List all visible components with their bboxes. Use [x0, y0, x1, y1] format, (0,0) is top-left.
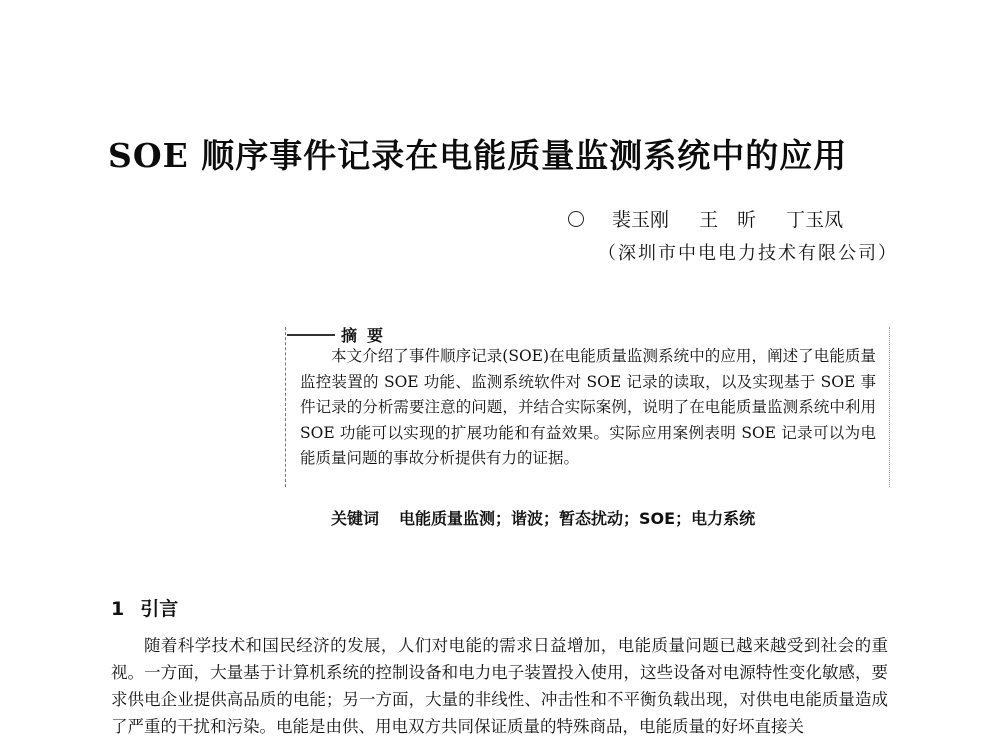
section-heading	[111, 594, 178, 621]
abstract-text: 本文介绍了事件顺序记录(SOE)在电能质量监测系统中的应用，阐述了电能质量监控装置的 SOE 功能、监测系统软件对 SOE 记录的读取，以及实现基于 SOE 事件记录的分析需要注意的问题，并结合实际案例，说明了在电能质量监测系统中利用 SOE 功能可以实现的扩展功能和有益效果。实际应用案例表明 SOE 记录可以为电能质量问题的事故分析提供有力的证据。	[300, 347, 876, 467]
paper-title: SOE 顺序事件记录在电能质量监测系统中的应用	[108, 136, 848, 175]
keywords	[331, 506, 755, 529]
author-name: 王 昕	[699, 209, 757, 231]
author-name: 丁玉凤	[786, 209, 844, 231]
abstract-heading: 摘要	[341, 326, 394, 345]
section-number: 1	[111, 598, 125, 620]
author-line	[568, 205, 867, 232]
section-title: 引言	[140, 598, 179, 620]
body-paragraph: 随着科学技术和国民经济的发展，人们对电能的需求日益增加，电能质量问题已越来越受到社会的重视。一方面，大量基于计算机系统的控制设备和电力电子装置投入使用，这些设备对电源特性变化敏感，要求供电企业提供高品质的电能；另一方面，大量的非线性、冲击性和不平衡负载出现，对供电电能质量造成了严重的干扰和污染。电能是由供、用电双方共同保证质量的特殊商品，电能质量的好坏直接关	[111, 636, 888, 736]
abstract-rule	[287, 334, 335, 336]
keywords-text: 电能质量监测；谐波；暂态扰动；SOE；电力系统	[399, 509, 756, 528]
circle-mark-icon	[568, 211, 584, 227]
author-affiliation: （深圳市中电电力技术有限公司）	[598, 243, 898, 264]
author-name: 裴玉刚	[612, 209, 670, 231]
keywords-label: 关键词	[331, 509, 380, 528]
